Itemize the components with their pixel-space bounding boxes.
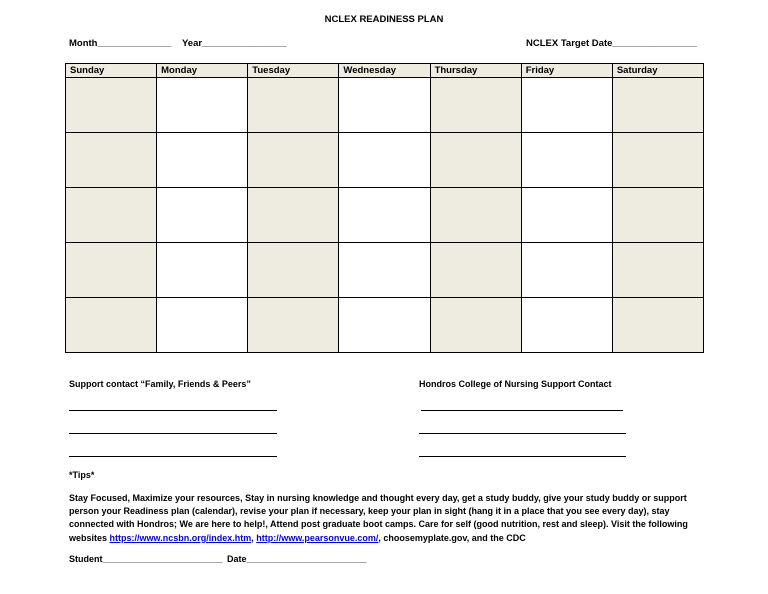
calendar-day-cell[interactable]: [248, 243, 339, 298]
calendar-day-cell[interactable]: [248, 188, 339, 243]
calendar-day-cell[interactable]: [430, 78, 521, 133]
calendar-day-cell[interactable]: [339, 243, 430, 298]
calendar-day-cell[interactable]: [521, 298, 612, 353]
calendar-day-cell[interactable]: [612, 78, 703, 133]
calendar-week-row: [66, 78, 704, 133]
calendar-day-cell[interactable]: [612, 243, 703, 298]
hondros-contact-line-2[interactable]: [419, 433, 626, 434]
ncsbn-link[interactable]: https://www.ncsbn.org/index.htm: [109, 532, 252, 543]
link-separator: ,: [251, 532, 257, 543]
month-field: Month______________: [69, 38, 172, 49]
page-title: NCLEX READINESS PLAN: [324, 14, 444, 25]
target-date-field: NCLEX Target Date________________: [526, 38, 697, 49]
calendar-day-cell[interactable]: [339, 78, 430, 133]
tips-text: Stay Focused, Maximize your resources, Stay in nursing knowledge and thought every day, get a study buddy, give your study buddy or support person your Readiness plan (calendar), revise your plan if necessary, keep your plan in sight (hang it in a place that you see every day), stay connected with Hondros; We are here to help!, Attend post graduate boot camps. Care for self (good nutrition, rest and sleep). Visit the following websites: [69, 493, 688, 543]
student-field: Student________________________: [69, 554, 223, 564]
calendar-day-cell[interactable]: [157, 298, 248, 353]
calendar-day-cell[interactable]: [66, 188, 157, 243]
calendar-day-cell[interactable]: [612, 298, 703, 353]
calendar-day-cell[interactable]: [521, 78, 612, 133]
calendar-day-cell[interactable]: [66, 243, 157, 298]
family-contact-line-1[interactable]: [69, 410, 277, 411]
calendar-day-cell[interactable]: [521, 133, 612, 188]
calendar-day-cell[interactable]: [157, 78, 248, 133]
weekday-saturday: Saturday: [612, 64, 703, 78]
family-contact-line-2[interactable]: [69, 433, 277, 434]
calendar-day-cell[interactable]: [612, 188, 703, 243]
calendar-day-cell[interactable]: [521, 188, 612, 243]
calendar-week-row: [66, 243, 704, 298]
hondros-support-label: Hondros College of Nursing Support Contact: [419, 379, 612, 389]
calendar-week-row: [66, 188, 704, 243]
hondros-contact-line-1[interactable]: [421, 410, 623, 411]
calendar-day-cell[interactable]: [612, 133, 703, 188]
calendar-day-cell[interactable]: [248, 298, 339, 353]
tips-paragraph: [69, 492, 709, 545]
calendar-day-cell[interactable]: [157, 188, 248, 243]
tips-text-end: , choosemyplate.gov, and the CDC: [378, 532, 526, 543]
family-contact-line-3[interactable]: [69, 456, 277, 457]
weekday-sunday: Sunday: [66, 64, 157, 78]
calendar-day-cell[interactable]: [339, 133, 430, 188]
tips-heading: *Tips*: [69, 470, 95, 480]
calendar-week-row: [66, 298, 704, 353]
weekday-tuesday: Tuesday: [248, 64, 339, 78]
calendar-day-cell[interactable]: [339, 298, 430, 353]
weekday-friday: Friday: [521, 64, 612, 78]
calendar-day-cell[interactable]: [248, 133, 339, 188]
calendar-grid: [65, 63, 704, 353]
family-support-label: Support contact “Family, Friends & Peers”: [69, 379, 251, 389]
calendar-day-cell[interactable]: [157, 133, 248, 188]
calendar-day-cell[interactable]: [430, 188, 521, 243]
calendar-day-cell[interactable]: [430, 298, 521, 353]
calendar-day-cell[interactable]: [66, 78, 157, 133]
calendar-day-cell[interactable]: [66, 298, 157, 353]
calendar-day-cell[interactable]: [430, 243, 521, 298]
pearsonvue-link[interactable]: http://www.pearsonvue.com/: [256, 532, 379, 543]
hondros-contact-line-3[interactable]: [419, 456, 626, 457]
weekday-wednesday: Wednesday: [339, 64, 430, 78]
calendar-body: [66, 78, 704, 353]
calendar-week-row: [66, 133, 704, 188]
calendar-day-cell[interactable]: [339, 188, 430, 243]
weekday-monday: Monday: [157, 64, 248, 78]
weekday-header-row: [66, 64, 704, 78]
calendar-day-cell[interactable]: [157, 243, 248, 298]
calendar-day-cell[interactable]: [521, 243, 612, 298]
year-field: Year________________: [182, 38, 287, 49]
weekday-thursday: Thursday: [430, 64, 521, 78]
calendar-day-cell[interactable]: [430, 133, 521, 188]
date-field: Date________________________: [227, 554, 367, 564]
calendar-day-cell[interactable]: [66, 133, 157, 188]
calendar-day-cell[interactable]: [248, 78, 339, 133]
